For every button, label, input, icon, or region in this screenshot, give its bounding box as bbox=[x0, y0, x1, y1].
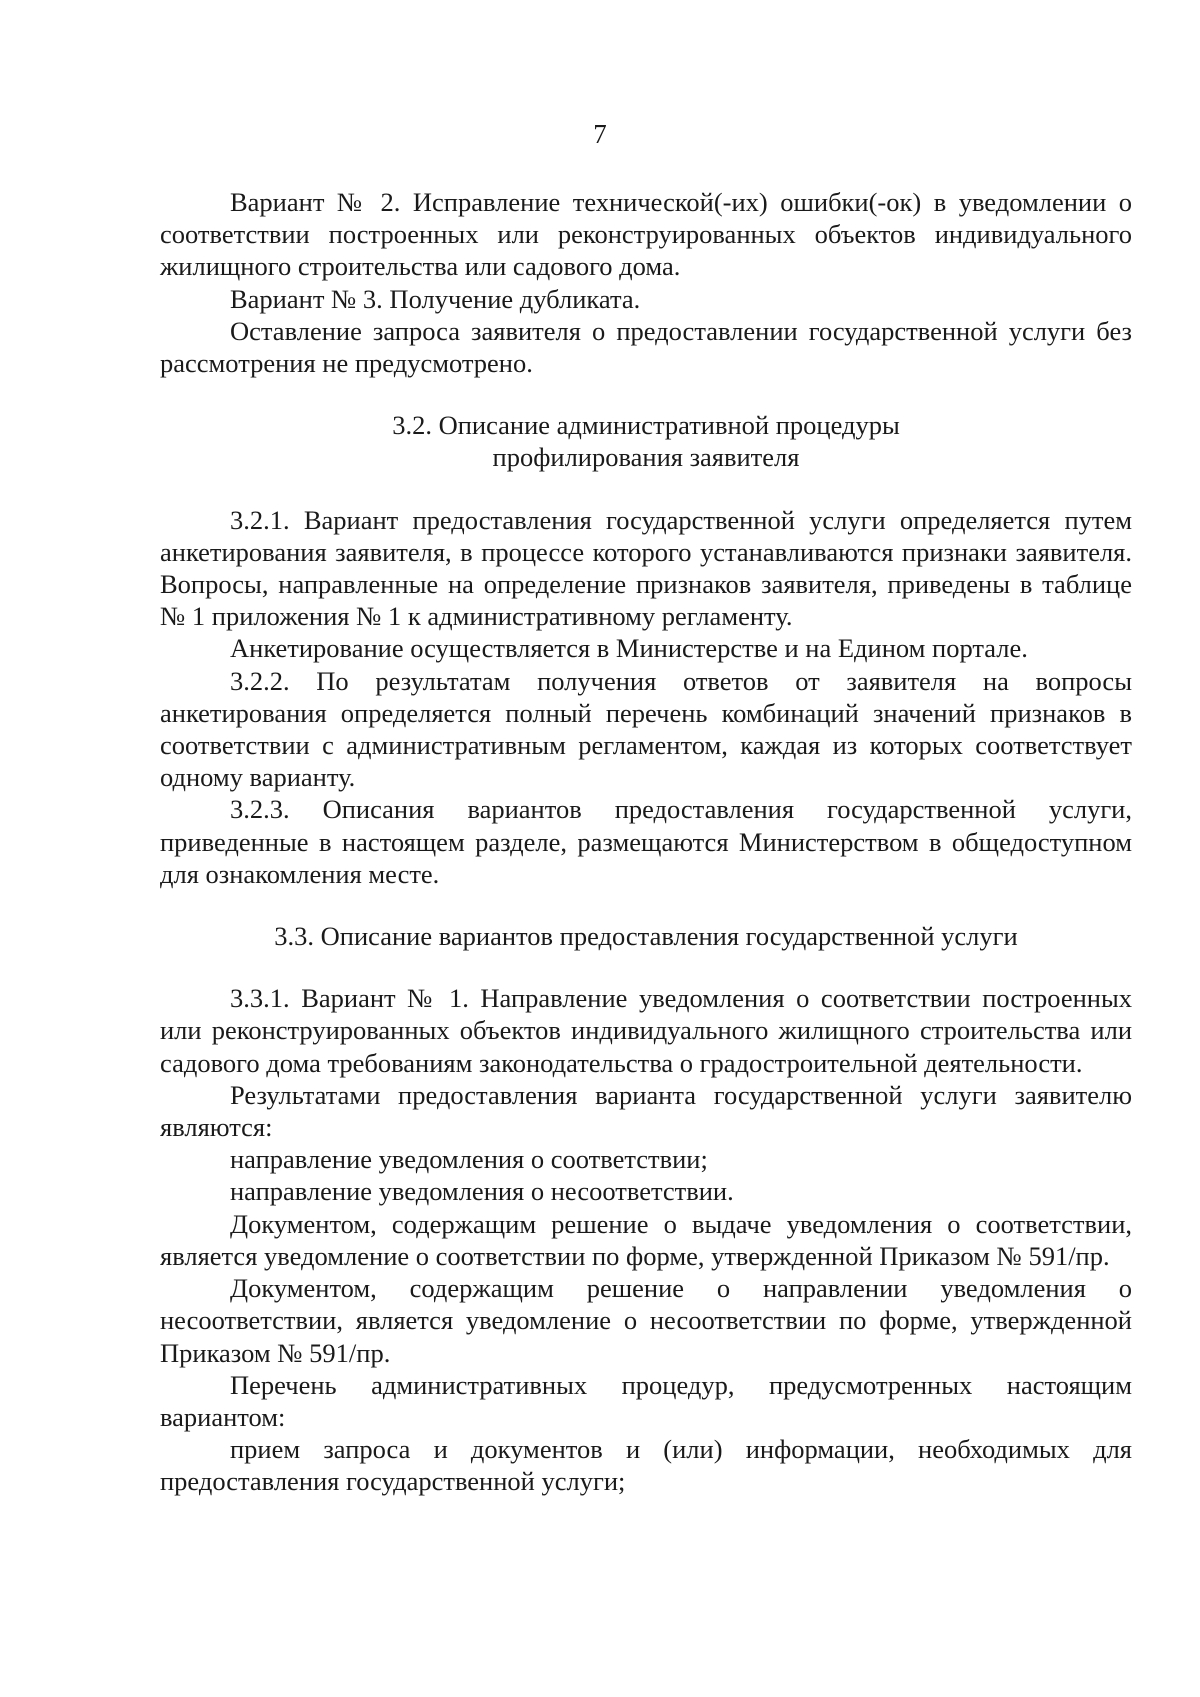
paragraph-no-review: Оставление запроса заявителя о предоставлении государственной услуги без рассмотрения не предусмотрено. bbox=[160, 315, 1132, 379]
paragraph-questionnaire: Анкетирование осуществляется в Министерстве и на Едином портале. bbox=[230, 633, 1028, 664]
paragraph-variant-3: Вариант № 3. Получение дубликата. bbox=[230, 283, 641, 314]
paragraph-result-compliance: направление уведомления о соответствии; bbox=[230, 1144, 708, 1175]
paragraph-3-2-3: 3.2.3. Описания вариантов предоставления государственной услуги, приведенные в настоящем разделе, размещаются Министерством в общедоступном для ознакомления месте. bbox=[160, 794, 1132, 889]
document-body bbox=[160, 186, 1132, 1498]
paragraph-result-noncompliance: направление уведомления о несоответствии. bbox=[230, 1176, 734, 1207]
paragraph-variant-2: Вариант № 2. Исправление технической(-их) ошибки(-ок) в уведомлении о соответствии построенных или реконструированных объектов индивидуального жилищного строительства или садового дома. bbox=[160, 187, 1132, 282]
paragraph-results: Результатами предоставления варианта государственной услуги заявителю являются: bbox=[160, 1079, 1132, 1143]
paragraph-procedures-list: Перечень административных процедур, предусмотренных настоящим вариантом: bbox=[160, 1369, 1132, 1432]
page-number: 7 bbox=[593, 119, 607, 149]
paragraph-3-2-1: 3.2.1. Вариант предоставления государственной услуги определяется путем анкетирования заявителя, в процессе которого устанавливаются признаки заявителя. Вопросы, направленные на определение признаков заявителя, приведены в таблице № 1 приложения № 1 к административному регламенту. bbox=[160, 504, 1132, 632]
section-heading-3-3: 3.3. Описание вариантов предоставления государственной услуги bbox=[274, 921, 1018, 952]
section-heading-3-2-line2: профилирования заявителя bbox=[492, 442, 800, 473]
paragraph-3-2-2: 3.2.2. По результатам получения ответов от заявителя на вопросы анкетирования определяется полный перечень комбинаций значений признаков в соответствии с административным регламентом, каждая из которых соответствует одному варианту. bbox=[160, 665, 1132, 793]
paragraph-document-compliance: Документом, содержащим решение о выдаче уведомления о соответствии, является уведомление о соответствии по форме, утвержденной Приказом № 591/пр. bbox=[160, 1208, 1132, 1271]
paragraph-3-3-1: 3.3.1. Вариант № 1. Направление уведомления о соответствии построенных или реконструированных объектов индивидуального жилищного строительства или садового дома требованиям законодательства о градостроительной деятельности. bbox=[160, 983, 1132, 1078]
paragraph-procedure-intake: прием запроса и документов и (или) информации, необходимых для предоставления государственной услуги; bbox=[160, 1434, 1132, 1497]
paragraph-document-noncompliance: Документом, содержащим решение о направлении уведомления о несоответствии, является уведомление о несоответствии по форме, утвержденной Приказом № 591/пр. bbox=[160, 1273, 1132, 1368]
section-heading-3-2-line1: 3.2. Описание административной процедуры bbox=[392, 410, 900, 441]
